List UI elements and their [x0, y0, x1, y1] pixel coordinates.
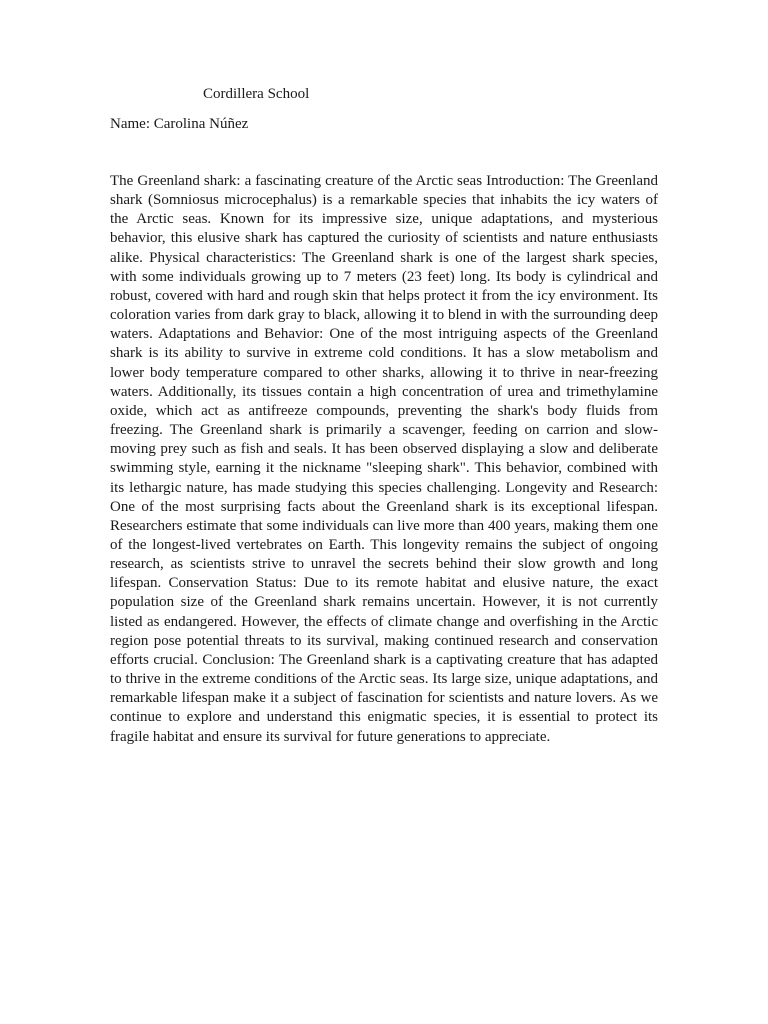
school-name: Cordillera School [203, 86, 310, 102]
student-name: Name: Carolina Núñez [110, 116, 249, 132]
essay-body: The Greenland shark: a fascinating creature of the Arctic seas Introduction: The Greenland shark (Somniosus microcephalus) is a remarkable species that inhabits the icy waters of the Arctic seas. Known for its impressive size, unique adaptations, and mysterious behavior, this elusive shark has captured the curiosity of scientists and nature enthusiasts alike. Physical characteristics: The Greenland shark is one of the largest shark species, with some individuals growing up to 7 meters (23 feet) long. Its body is cylindrical and robust, covered with hard and rough skin that helps protect it from the icy environment. Its coloration varies from dark gray to black, allowing it to blend in with the surrounding deep waters. Adaptations and Behavior: One of the most intriguing aspects of the Greenland shark is its ability to survive in extreme cold conditions. It has a slow metabolism and lower body temperature compared to other sharks, allowing it to thrive in near-freezing waters. Additionally, its tissues contain a high concentration of urea and trimethylamine oxide, which act as antifreeze compounds, preventing the shark's body fluids from freezing. The Greenland shark is primarily a scavenger, feeding on carrion and slow-moving prey such as fish and seals. It has been observed displaying a slow and deliberate swimming style, earning it the nickname "sleeping shark". This behavior, combined with its lethargic nature, has made studying this species challenging. Longevity and Research: One of the most surprising facts about the Greenland shark is its exceptional lifespan. Researchers estimate that some individuals can live more than 400 years, making them one of the longest-lived vertebrates on Earth. This longevity remains the subject of ongoing research, as scientists strive to unravel the secrets behind their slow growth and long lifespan. Conservation Status: Due to its remote habitat and elusive nature, the exact population size of the Greenland shark remains uncertain. However, it is not currently listed as endangered. However, the effects of climate change and overfishing in the Arctic region pose potential threats to its survival, making continued research and conservation efforts crucial. Conclusion: The Greenland shark is a captivating creature that has adapted to thrive in the extreme conditions of the Arctic seas. Its large size, unique adaptations, and remarkable lifespan make it a subject of fascination for scientists and nature lovers. As we continue to explore and understand this enigmatic species, it is essential to protect its fragile habitat and ensure its survival for future generations to appreciate. [110, 173, 658, 745]
